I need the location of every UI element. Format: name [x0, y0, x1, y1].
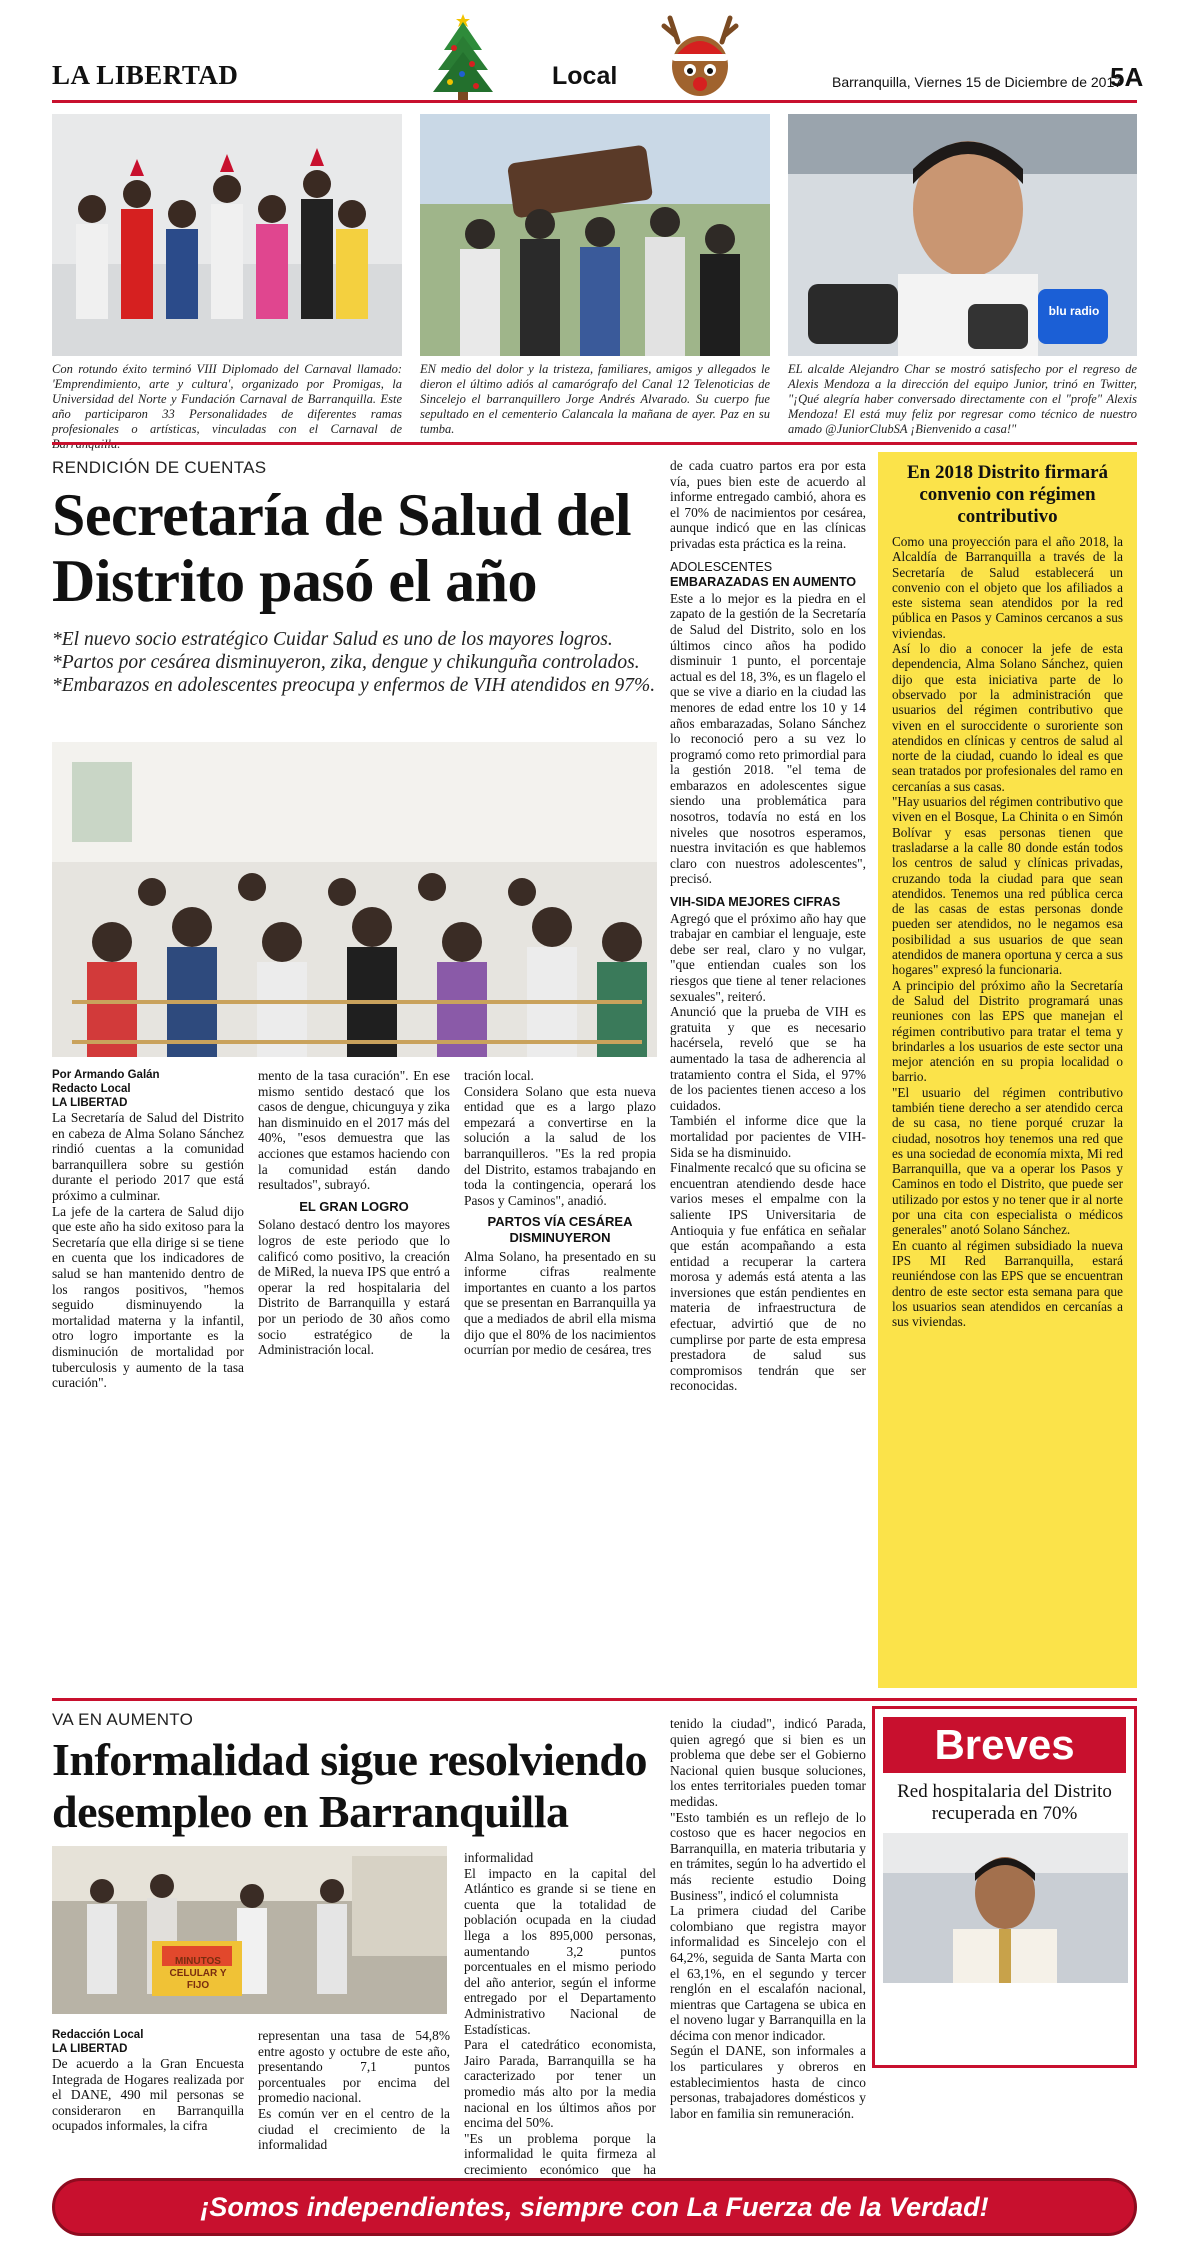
paragraph: "Hay usuarios del régimen contributivo que viven en el Bosque, La Chinita o en Simón Bolívar y esas personas tienen que trasladarse a la calle 80 donde están todos los centros de salud y clínicas privadas, cruzando toda la ciudad para que sean atendidos. Tenemos una red pública cerca de las casas de estas personas donde pueden ser atendidos, no le negamos esa posibilidad a sus usuarios de que sean atendidos de manera oportuna y cerca a sus hogares" expresó la funcionaria.	[892, 794, 1123, 978]
sidebar-title: En 2018 Distrito firmará convenio con régimen contributivo	[906, 462, 1109, 527]
photo-mayor-char	[788, 114, 1137, 356]
story-kicker: VA EN AUMENTO	[52, 1710, 194, 1729]
photo-luis-posso	[883, 1833, 1128, 1983]
headline-line: Distrito pasó el año	[52, 548, 537, 614]
paragraph: Anunció que la prueba de VIH es gratuita y que es necesario hacérsela, reveló que se ha aumentado la tasa de adherencia al tratamiento contra el Sida, el 97% de los pacientes tienen acceso a los cuidados.	[670, 1004, 866, 1113]
photo-caption: EN medio del dolor y la tristeza, familiares, amigos y allegados le dieron el último adiós al camarógrafo del Canal 12 Telenoticias de Sincelejo el barranquillero Jorge Andrés Alvarado. Su cuerpo fue sepultado en el cementerio Calancala la mañana de ayer. Paz en su tumba.	[420, 362, 770, 436]
photo-carnival-diplomado	[52, 114, 402, 356]
story-headline	[52, 1734, 672, 1838]
paragraph: La jefe de la cartera de Salud dijo que este año ha sido exitoso para la Secretaría que ella dirige si se tiene en cuenta que los indicadores de salud se han mantenido dentro de los rangos positivos, "hemos seguido disminuyendo la mortalidad materna y la infantil, otro logro importante es la disminución de mortalidad por tuberculosis y aumento de la tasa curación".	[52, 1203, 244, 1391]
paragraph: de cada cuatro partos era por esta vía, pues bien este de acuerdo al informe entregado cambió, ahora es el 70% de nacimientos por cesárea, aunque indicó que en las clínicas privadas esta práctica es la reina.	[670, 458, 866, 551]
paragraph: Agregó que el próximo año hay que trabajar en cambiar el lenguaje, este debe ser real, claro y no vulgar, "que entiendan cuales son los riesgos que tiene al tener relaciones sexuales", reiteró.	[670, 910, 866, 1004]
photo-caption: EL alcalde Alejandro Char se mostró satisfecho por el regreso de Alexis Mendoza a la dirección del equipo Junior, trinó en Twitter, "¡Qué alegría haber conversado directamente con el "profe" Alexis Mendoza! El está muy feliz por regresar como técnico de nuestro amado @JuniorClubSA ¡Bienvenido a casa!"	[788, 362, 1137, 436]
headline-line: Secretaría de Salud del	[52, 482, 632, 548]
paragraph: La primera ciudad del Caribe colombiano que registra mayor informalidad es Sincelejo con el 64,2%, seguida de Santa Marta con el 63,1%, en el segundo y tercer renglón en el escalafón nacional, mientras que Cartagena se ubica en el noveno lugar y Barranquilla en la décima con menor indicador.	[670, 1903, 866, 2043]
date-line: Barranquilla, Viernes 15 de Diciembre de 2017	[832, 74, 1123, 90]
byline-desk: Redacto Local	[52, 1083, 131, 1095]
page-number: 5A	[1110, 62, 1144, 92]
photo-street-vendors	[52, 1846, 447, 2014]
breves-box	[872, 1706, 1137, 2068]
paragraph: tración local.	[464, 1068, 534, 1083]
sidebar-box	[878, 452, 1137, 1688]
photo-caption: Con rotundo éxito terminó VIII Diplomado del Carnaval llamado: 'Emprendimiento, arte y cultura', organizado por Promigas, la Universidad del Norte y Fundación Carnaval de Barranquilla. Este año participaron 33 Personalidades de diferentes ramas profesionales o artísticas, vinculadas con el Carnaval de	[52, 362, 402, 436]
story-column	[464, 1068, 656, 1358]
paragraph: El impacto en la capital del Atlántico es grande si se tiene en cuenta que la totalidad de población ocupada en la ciudad llega a los 895,000 personas, aumentando 3,2 puntos porcentuales en el mismo periodo del año anterior, según el informe entregado por el Departamento Administrativo Nacional de Estadísticas.	[464, 1865, 656, 2037]
footer-banner	[52, 2178, 1137, 2236]
paragraph: Solano destacó dentro los mayores logros de este periodo que lo calificó como positivo, la creación de MiRed, la nueva IPS que entró a operar la red hospitalaria del Distrito de Barranquilla y estará por un periodo de 30 años como socio estratégico de la Administración local.	[258, 1217, 450, 1358]
story-column	[52, 2028, 244, 2134]
photo-accountability-event	[52, 742, 657, 1057]
sidebar-body	[892, 534, 1123, 1329]
paragraph: A principio del próximo año la Secretaría de Salud del Distrito programará unas reuniones con las EPS que manejan el régimen contributivo para tratar el tema y brindarles a los usuarios de este sector una mejor atención en su propia localidad o barrio.	[892, 977, 1123, 1085]
byline-paper: LA LIBERTAD	[52, 2043, 128, 2055]
story-headline	[52, 482, 672, 614]
paragraph: Es común ver en el centro de la ciudad el crecimiento de la informalidad	[258, 2105, 450, 2153]
paragraph: Finalmente recalcó que su oficina se encuentran atendiendo desde hace varios meses el empalme con la saliente IPS Universitaria de Antioquia y fue enfática en señalar que están acompañando a esta entidad a recuperar la cartera morosa y además está atenta a las inversiones que están pendientes en materia de infraestructura de efectuar, advirtió que de no cumplirse por parte de esta empresa prestadora de salud sus compromisos tendrán que ser reconocidas.	[670, 1160, 866, 1394]
paragraph: Para el catedrático economista, Jairo Parada, Barranquilla se ha caracterizado por tener un promedio más alto por la media nacional en los últimos años por encima del 50%.	[464, 2037, 656, 2131]
paragraph: Como una proyección para el año 2018, la Alcaldía de Barranquilla a través de la Secretaría de Salud establecerá un convenio con el objeto que los afiliados a este sistema sean atendidos por la red pública en Pasos y Caminos cercanos a sus viviendas.	[892, 534, 1123, 641]
story-column	[258, 2028, 450, 2153]
christmas-tree-icon	[430, 6, 496, 104]
photo-funeral	[420, 114, 770, 356]
footer-slogan: ¡Somos independientes, siempre con La Fuerza de la Verdad!	[200, 2192, 989, 2222]
paragraph: representan una tasa de 54,8% entre agosto y octubre de este año, presentando 7,1 puntos porcentuales por encima del promedio nacional.	[258, 2028, 450, 2106]
vendor-sign: MINUTOS CELULAR Y FIJO	[169, 1956, 227, 1991]
masthead	[52, 52, 1144, 102]
subhead: EL GRAN LOGRO	[299, 1198, 409, 1214]
headline-line: Informalidad sigue resolviendo	[52, 1734, 647, 1785]
mic-flag-label: blu radio	[1048, 304, 1100, 318]
subhead: EMBARAZADAS EN AUMENTO	[670, 575, 857, 590]
masthead-rule	[52, 100, 1137, 103]
paragraph: De acuerdo a la Gran Encuesta Integrada de Hogares realizada por el DANE, 490 mil personas se consideraron en Barranquilla ocupados informales, la cifra	[52, 2056, 244, 2134]
story-deck: *El nuevo socio estratégico Cuidar Salud es uno de los mayores logros. *Partos por cesárea disminuyeron, zika, dengue y chikunguña controlados. *Embarazos en adolescentes preocupa y enfermos de VIH atendidos en 97%.	[52, 629, 656, 696]
paragraph: También el informe dice que la mortalidad por pacientes de VIH-Sida se ha disminuido.	[670, 1113, 866, 1160]
paragraph: "El usuario del régimen contributivo también tiene derecho a ser atendido cerca de su casa, no tiene porqué cruzar la ciudad, nosotros hoy tenemos una red que es una sociedad de economía mixta, Mi red Barranquilla, que va a operar los Pasos y Caminos en todo el Distrito, que puede ser utilizado por estos y no tener que ir al norte por una cita con especialista o médicos generales" anotó Solano Sánchez.	[892, 1084, 1123, 1238]
paragraph: En cuanto al régimen subsidiado la nueva IPS MI Red Barranquilla, estará reuniéndose con las EPS que se encuentran dentro de este sector esta semana para que los usuarios sean atendidos en cercanías a sus viviendas.	[892, 1237, 1123, 1330]
section-rule	[52, 1698, 1137, 1701]
paragraph: Según el DANE, son informales a los particulares y obreros en establecimientos hasta de cinco personas, trabajadores domésticos y labor en familia sin remuneración.	[670, 2043, 866, 2121]
headline-line: desempleo en Barranquilla	[52, 1786, 569, 1837]
paragraph: Así lo dio a conocer la jefe de esta dependencia, Alma Solano Sánchez, quien dijo que esta iniciativa parte de lo observado por la administración que usuarios del régimen contributivo que viven en el suroccidente o suroriente son atendidos en clínicas y centros de salud al norte de la ciudad, cuando lo ideal es que sean tratados por profesionales del ramo en cercanías a sus casas.	[892, 641, 1123, 794]
story-column	[52, 1068, 244, 1391]
section-rule	[52, 442, 1137, 445]
story-column	[258, 1068, 450, 1358]
paragraph: Alma Solano, ha presentado en su informe cifras realmente importantes en cuanto a los partos que se presentan en Barranquilla ya que a mediados de abril ella misma dijo que el 80% de los nacimientos ocurrían por medio de cesárea, tres	[464, 1248, 656, 1358]
story-column	[670, 1716, 866, 2121]
paragraph: "Es un problema porque la informalidad le quita firmeza al crecimiento económico que ha	[464, 2130, 656, 2177]
subhead: PARTOS VÍA CESÁREA DISMINUYERON	[487, 1214, 633, 1245]
story-kicker: RENDICIÓN DE CUENTAS	[52, 458, 267, 477]
paragraph: Este a lo mejor es la piedra en el zapato de la gestión de la Secretaría de Salud del Distrito, solo en los últimos cinco años ha podido disminuir 1 punto, el porcentaje actual es del 18, 3%, es un flagelo el que se vive a diario en la ciudad las menores de edad entre los 10 y 14 años embarazadas, Solano Sánchez lo reconoció pero a su vez lo programó como reto primordial para la gestión 2018. "el tema de embarazos en adolescentes sigue siendo una problemática para nosotros, todavía no está en los niveles que nosotros esperamos, nuestra invitación es que hablemos claro con nuestros adolescentes", precisó.	[670, 590, 866, 887]
subhead: ADOLESCENTES	[670, 559, 773, 574]
paper-name: LA LIBERTAD	[52, 60, 239, 90]
reindeer-icon	[650, 12, 750, 104]
byline-author: Por Armando Galán	[52, 1069, 160, 1081]
paragraph: Considera Solano que esta nueva entidad que es a largo plazo empezará a convertirse en la solución a la salud de los barranquilleros. "Es la red propia del Distrito, estamos trabajando en toda la contingencia, operará los Pasos y Caminos", anadió.	[464, 1083, 656, 1208]
paragraph: "Esto también es un reflejo de lo costoso que es hacer negocios en Barranquilla, en materia tributaria y en trámites, según lo ha advertido el más reciente estudio Doing Business", indicó el columnista	[670, 1809, 866, 1903]
paragraph: mento de la tasa curación". En ese mismo sentido destacó que los casos de dengue, chicunguya y zika han disminuido en el 2017 más del 40%, "esos demuestra que las acciones que estamos haciendo con la comunidad están dando resultados", subrayó.	[258, 1068, 450, 1193]
paragraph: La Secretaría de Salud del Distrito en cabeza de Alma Solano Sánchez rindió cuentas a la comunidad barranquillera sobre su gestión durante el periodo 2017 que está próximo a culminar.	[52, 1110, 244, 1203]
story-column	[670, 458, 866, 1394]
byline-desk: Redacción Local	[52, 2029, 144, 2041]
paragraph: informalidad	[464, 1850, 534, 1865]
subhead: VIH-SIDA MEJORES CIFRAS	[670, 895, 841, 910]
paragraph: tenido la ciudad", indicó Parada, quien agregó que si bien es un problema que debe ser el Gobierno Nacional quien busque soluciones, los entes territoriales pueden tomar medidas.	[670, 1716, 866, 1809]
breves-label: Breves	[883, 1717, 1126, 1773]
story-column	[464, 1850, 656, 2193]
section-name: Local	[552, 62, 618, 90]
breves-title: Red hospitalaria del Distrito recuperada en 70%	[897, 1781, 1112, 1824]
byline-paper: LA LIBERTAD	[52, 1097, 128, 1109]
